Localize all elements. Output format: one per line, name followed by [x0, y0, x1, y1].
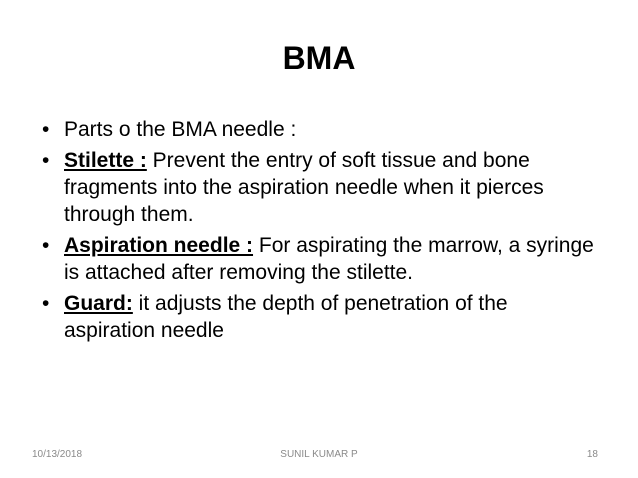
bullet-item: [42, 290, 602, 344]
bullet-item: [42, 147, 602, 228]
bullet-text: Parts o the BMA needle :: [64, 118, 297, 141]
bullet-text: For aspirating the marrow, a syringe is attached after removing the stilette.: [64, 234, 594, 284]
bullet-item: [42, 232, 602, 286]
bullet-list: [42, 116, 602, 348]
bullet-term: Aspiration needle :: [64, 234, 254, 257]
footer-date: 10/13/2018: [32, 449, 83, 460]
bullet-icon: •: [42, 149, 50, 172]
slide-title: BMA: [282, 40, 356, 76]
footer-page-number: 18: [586, 449, 598, 460]
bullet-text: it adjusts the depth of penetration of the aspiration needle: [64, 292, 508, 342]
bullet-icon: •: [42, 118, 50, 141]
bullet-icon: •: [42, 292, 50, 315]
bullet-term: Stilette :: [64, 149, 147, 172]
bullet-item: [42, 116, 602, 143]
footer-author: SUNIL KUMAR P: [280, 449, 358, 460]
bullet-text: Prevent the entry of soft tissue and bone fragments into the aspiration needle when it pierces through them.: [64, 149, 544, 226]
bullet-icon: •: [42, 234, 50, 257]
bullet-term: Guard:: [64, 292, 133, 315]
